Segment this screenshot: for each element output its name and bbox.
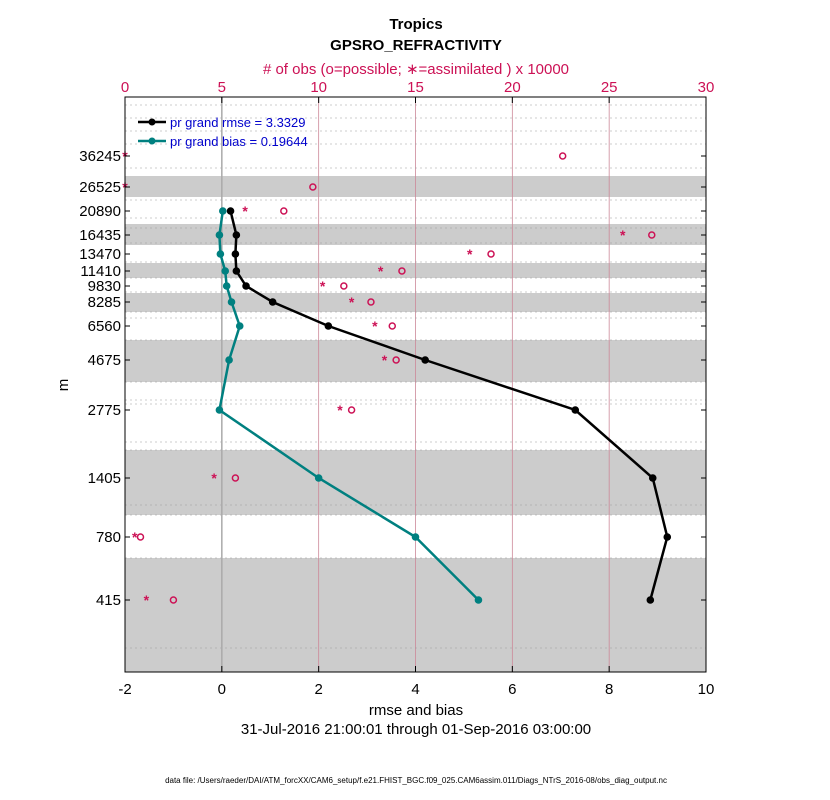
x-tick-label-6: 6 xyxy=(508,681,517,698)
obs-assimilated-16435: * xyxy=(619,227,626,243)
chart-subtitle: GPSRO_REFRACTIVITY xyxy=(330,37,502,54)
y-tick-label-1405: 1405 xyxy=(87,470,121,487)
obs-assimilated-6560: * xyxy=(372,318,378,334)
x-tick-label--2: -2 xyxy=(118,681,132,698)
obs-assimilated-11410: * xyxy=(377,263,384,279)
series-1-point-13470 xyxy=(217,250,225,258)
series-0-point-20890 xyxy=(227,207,235,215)
top-tick-label-5: 5 xyxy=(217,79,227,96)
obs-assimilated-780: * xyxy=(131,529,138,545)
series-0-point-13470 xyxy=(232,250,240,258)
series-1-point-6560 xyxy=(236,322,244,330)
y-tick-label-8285: 8285 xyxy=(87,294,121,311)
series-1-point-415 xyxy=(475,596,483,604)
x-tick-label-0: 0 xyxy=(217,681,227,698)
series-1-point-9830 xyxy=(223,282,231,290)
y-tick-label-13470: 13470 xyxy=(79,246,121,263)
legend-rmse-label: pr grand rmse = 3.3329 xyxy=(170,115,306,130)
x-tick-label-10: 10 xyxy=(697,681,715,698)
obs-assimilated-26525: * xyxy=(122,179,128,195)
y-tick-label-36245: 36245 xyxy=(79,148,121,165)
obs-assimilated-1405: * xyxy=(211,470,217,486)
y-tick-label-6560: 6560 xyxy=(87,318,121,335)
obs-possible-13470 xyxy=(488,251,494,257)
top-tick-label-15: 15 xyxy=(407,79,424,96)
series-0-point-780 xyxy=(663,533,671,541)
top-axis-label: # of obs (o=possible; ∗=assimilated ) x 10000 xyxy=(262,61,570,78)
y-tick-label-415: 415 xyxy=(95,592,121,609)
top-tick-label-10: 10 xyxy=(310,79,328,96)
obs-possible-6560 xyxy=(389,323,395,329)
series-0-point-1405 xyxy=(649,474,657,482)
y-axis-label: m xyxy=(55,378,72,392)
series-1-point-11410 xyxy=(221,267,229,275)
series-1-point-20890 xyxy=(219,207,227,215)
series-0-point-2775 xyxy=(571,406,579,414)
top-tick-label-20: 20 xyxy=(503,79,521,96)
legend-bias-marker xyxy=(149,138,156,145)
footer-data-file: data file: /Users/raeder/DAI/ATM_forcXX/CAM6_setup/f.e21.FHIST_BGC.f09_025.CAM6assim.011/Diags_NTrS_2016-08/obs_diag_output.nc xyxy=(165,776,667,785)
y-tick-label-780: 780 xyxy=(95,529,121,546)
x-axis-label: rmse and bias xyxy=(368,702,464,719)
obs-possible-780 xyxy=(137,534,143,540)
y-tick-label-11410: 11410 xyxy=(80,263,121,280)
series-0-point-6560 xyxy=(325,322,333,330)
series-1-point-16435 xyxy=(216,231,224,239)
series-1-point-4675 xyxy=(225,356,233,364)
series-0-point-4675 xyxy=(421,356,429,364)
top-tick-label-0: 0 xyxy=(120,79,130,96)
obs-assimilated-9830: * xyxy=(319,278,326,294)
legend-rmse-marker xyxy=(149,119,156,126)
legend xyxy=(138,115,308,149)
y-tick-label-9830: 9830 xyxy=(87,278,121,295)
series-1-point-2775 xyxy=(216,406,224,414)
obs-assimilated-415: * xyxy=(143,592,150,608)
series-1-point-8285 xyxy=(228,298,236,306)
y-tick-label-4675: 4675 xyxy=(87,352,121,369)
y-tick-label-2775: 2775 xyxy=(87,402,121,419)
legend-bias-label: pr grand bias = 0.19644 xyxy=(170,134,308,149)
y-tick-label-16435: 16435 xyxy=(79,227,121,244)
obs-assimilated-2775: * xyxy=(337,402,343,418)
obs-assimilated-4675: * xyxy=(381,352,388,368)
obs-assimilated-8285: * xyxy=(348,294,355,310)
date-range: 31-Jul-2016 21:00:01 through 01-Sep-2016 03:00:00 xyxy=(240,721,592,738)
top-tick-label-25: 25 xyxy=(600,79,618,96)
series-0-point-16435 xyxy=(233,231,241,239)
x-tick-label-8: 8 xyxy=(604,681,614,698)
obs-possible-36245 xyxy=(560,153,566,159)
series-0-point-8285 xyxy=(269,298,277,306)
top-tick-label-30: 30 xyxy=(697,79,715,96)
obs-possible-2775 xyxy=(349,407,355,413)
series-0-point-415 xyxy=(647,596,655,604)
obs-assimilated-20890: * xyxy=(242,203,248,219)
series-0-point-9830 xyxy=(242,282,250,290)
chart-title: Tropics xyxy=(389,16,443,33)
x-tick-label-2: 2 xyxy=(314,681,323,698)
y-tick-label-20890: 20890 xyxy=(79,203,121,220)
y-tick-label-26525: 26525 xyxy=(79,179,121,196)
x-tick-label-4: 4 xyxy=(411,681,420,698)
series-1-point-1405 xyxy=(315,474,323,482)
obs-assimilated-36245: * xyxy=(122,148,128,164)
obs-assimilated-13470: * xyxy=(467,246,473,262)
obs-possible-9830 xyxy=(341,283,347,289)
series-1-point-780 xyxy=(412,533,420,541)
series-0-point-11410 xyxy=(233,267,241,275)
obs-possible-20890 xyxy=(281,208,287,214)
